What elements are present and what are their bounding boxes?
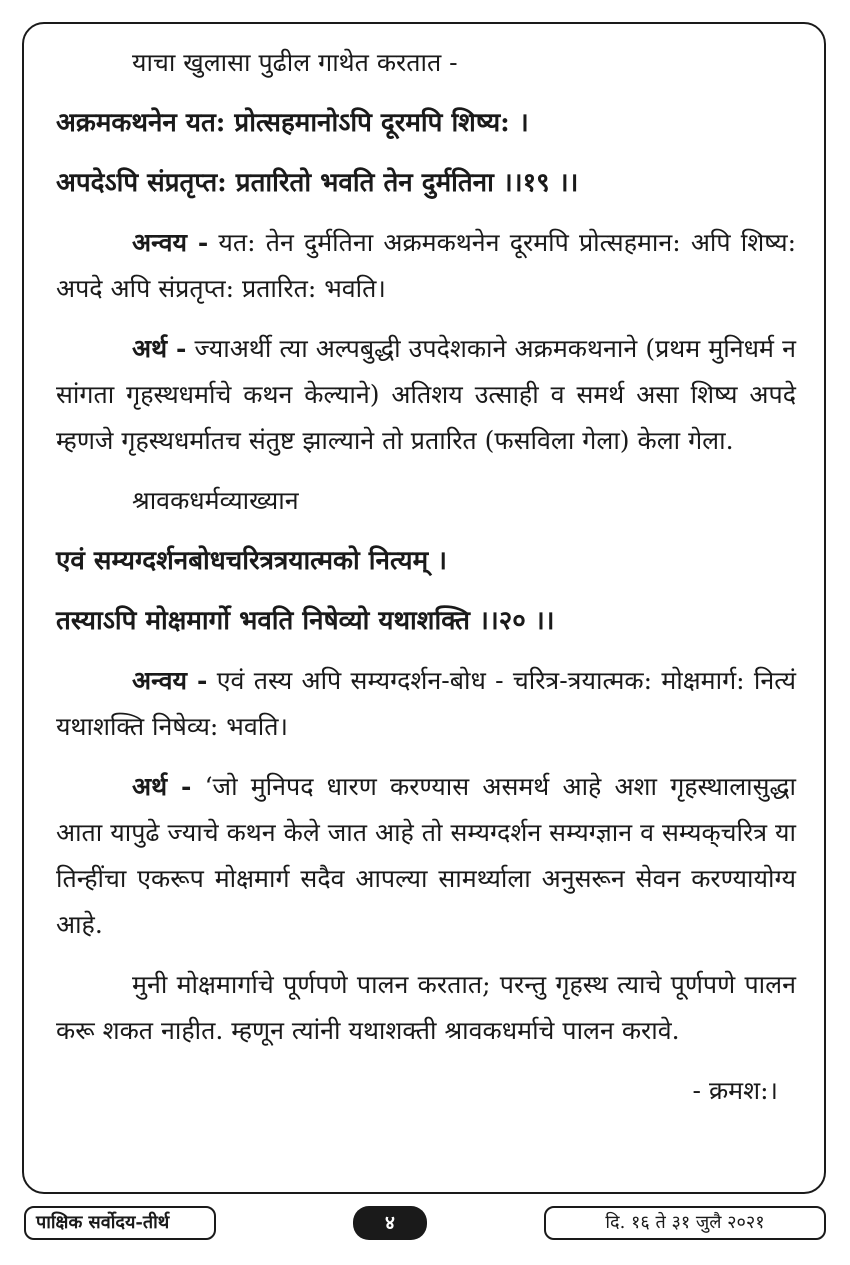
artha-1-paragraph [56, 326, 796, 464]
artha-label: अर्थ - [132, 334, 187, 363]
continued-marker: - क्रमश:। [692, 1076, 778, 1105]
artha-text: ज्याअर्थी त्या अल्पबुद्धी उपदेशकाने अक्रमकथनाने (प्रथम मुनिधर्म न सांगता गृहस्थधर्माचे कथन केल्याने) अतिशय उत्साही व समर्थ असा शिष्य अपदे म्हणजे गृहस्थधर्मातच संतुष्ट झाल्याने तो प्रतारित (फसविला गेला) केला गेला. [56, 334, 796, 455]
section-heading: श्रावकधर्मव्याख्यान [132, 486, 299, 515]
artha-label: अर्थ - [132, 772, 192, 801]
verse-20-line-1: एवं सम्यग्दर्शनबोधचरित्रत्रयात्मको नित्यम् । [56, 546, 448, 576]
final-paragraph: मुनी मोक्षमार्गाचे पूर्णपणे पालन करतात; परन्तु गृहस्थ त्याचे पूर्णपणे पालन करू शकत नाहीत. म्हणून त्यांनी यथाशक्ती श्रावकधर्माचे पालन करावे. [56, 970, 796, 1045]
anvaya-2-paragraph [56, 658, 796, 750]
anvaya-label: अन्वय - [132, 666, 208, 695]
artha-text: ‘जो मुनिपद धारण करण्यास असमर्थ आहे अशा गृहस्थालासुद्धा आता यापुढे ज्याचे कथन केले जात आहे तो सम्यग्दर्शन सम्यग्ज्ञान व सम्यक्‌चरित्र या तिन्हींचा एकरूप मोक्षमार्ग सदैव आपल्या सामर्थ्याला अनुसरून सेवन करण्यायोग्य आहे. [56, 772, 797, 939]
verse-20-line-2: तस्याऽपि मोक्षमार्गो भवति निषेव्यो यथाशक्ति ।।२० ।। [56, 606, 555, 636]
verse-19-line-2: अपदेऽपि संप्रतृप्त: प्रतारितो भवति तेन दुर्मतिना ।।१९ ।। [56, 168, 579, 198]
intro-line: याचा खुलासा पुढील गाथेत करतात - [132, 48, 458, 77]
anvaya-text: यत: तेन दुर्मतिना अक्रमकथनेन दूरमपि प्रोत्सहमान: अपि शिष्य: अपदे अपि संप्रतृप्त: प्रतारित: भवति। [56, 228, 797, 303]
anvaya-text: एवं तस्य अपि सम्यग्दर्शन-बोध - चरित्र-त्रयात्मक: मोक्षमार्ग: नित्यं यथाशक्ति निषेव्य: भवति। [56, 666, 796, 741]
article-body [56, 40, 796, 1114]
publication-name: पाक्षिक सर्वोदय-तीर्थ [24, 1206, 216, 1240]
verse-19-line-1: अक्रमकथनेन यत: प्रोत्सहमानोऽपि दूरमपि शिष्य: । [56, 108, 529, 138]
issue-date: दि. १६ ते ३१ जुलै २०२१ [544, 1206, 826, 1240]
anvaya-label: अन्वय - [132, 228, 209, 257]
artha-2-paragraph [56, 764, 796, 948]
anvaya-1-paragraph [56, 220, 796, 312]
page-number: ४ [353, 1206, 427, 1240]
